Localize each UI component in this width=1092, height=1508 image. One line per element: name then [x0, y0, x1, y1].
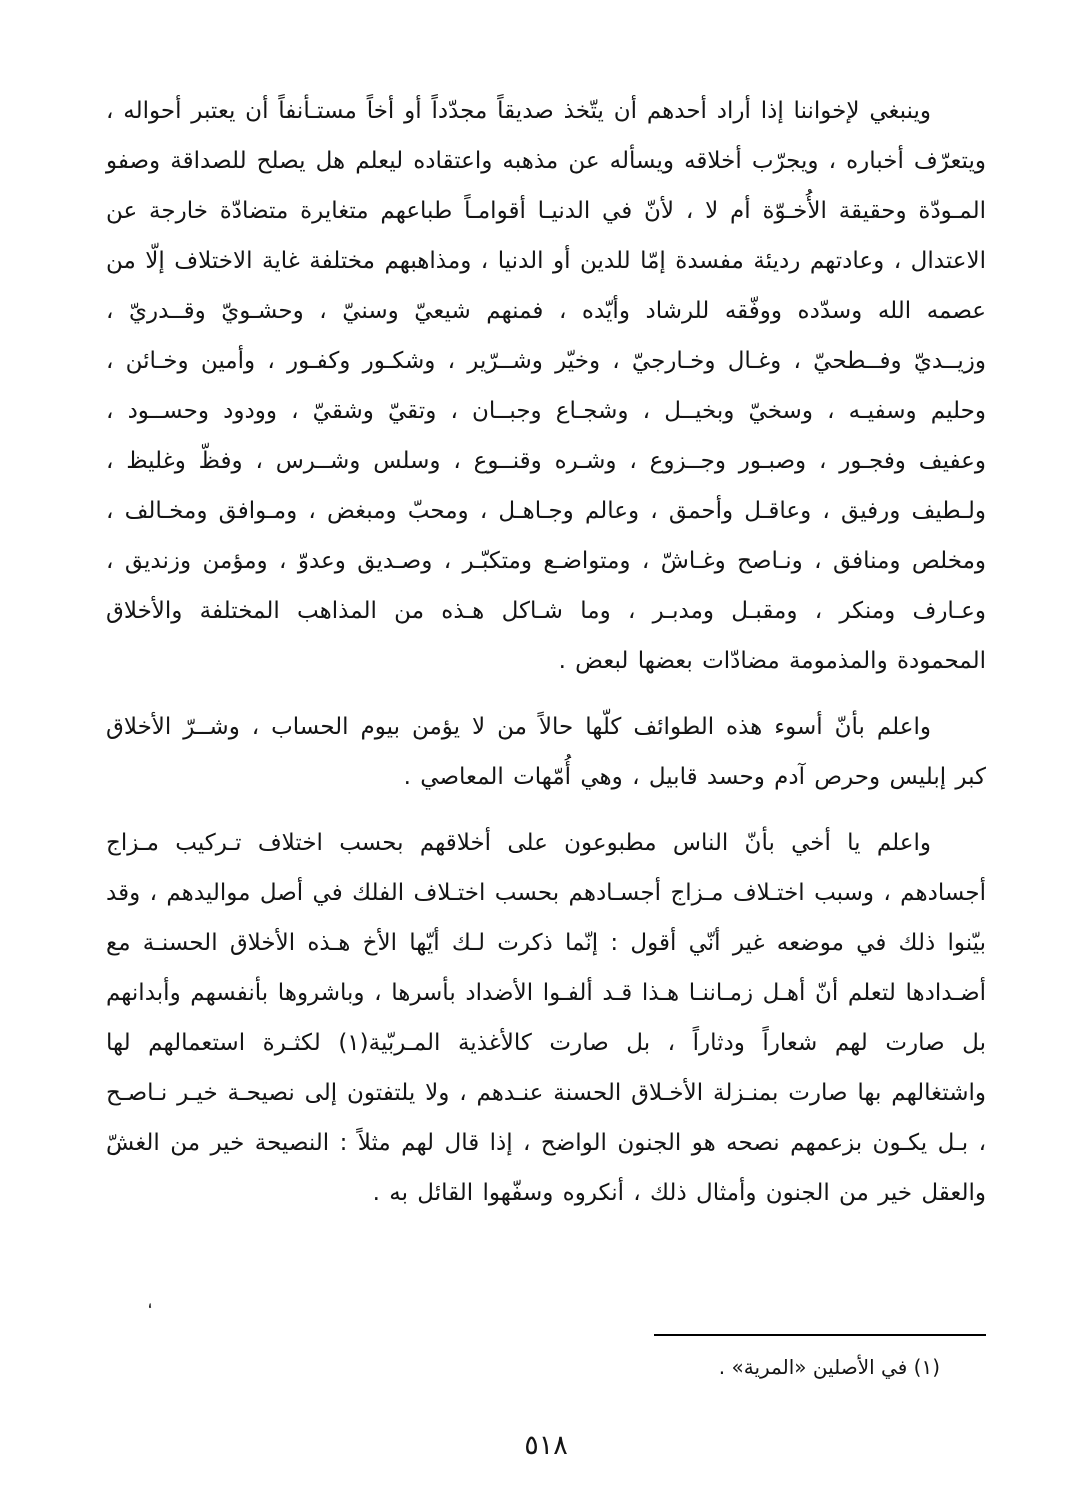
- paragraph-3: واعلم يا أخي بأنّ الناس مطبوعون على أخلاقهم بحسب اختلاف تـركيب مـزاج أجسادهم ، وسبب اختـلاف مـزاج أجسـادهم بحسب اختـلاف الفلك في أصل مواليدهم ، وقد بيّنوا ذلك في موضعه غير أنّي أقول : إنّما ذكرت لـك أيّها الأخ هـذه الأخلاق الحسنـة مع أضـدادها لتعلم أنّ أهـل زمـاننـا هـذا قـد ألفـوا الأضداد بأسرها ، وباشروها بأنفسهم وأبدانهم بل صارت لهم شعاراً ودثاراً ، بل صارت كالأغذية المـربّية(١) لكثـرة استعمالهم لها واشتغالهم بها صارت بمنـزلة الأخـلاق الحسنة عنـدهم ، ولا يلتفتون إلى نصيحـة خيـر نـاصـح ، بـل يكـون بزعمهم نصحه هو الجنون الواضح ، إذا قال لهم مثلاً : النصيحة خير من الغشّ والعقل خير من الجنون وأمثال ذلك ، أنكروه وسفّهوا القائل به .: [106, 830, 986, 1206]
- footnote-divider: [654, 1334, 986, 1382]
- paragraph-2: واعلم بأنّ أسوء هذه الطوائف كلّها حالاً من لا يؤمن بيوم الحساب ، وشــرّ الأخلاق كبر إبليس وحرص آدم وحسد قابيل ، وهي أُمّهات المعاصي .: [106, 714, 986, 790]
- paragraph-1: وينبغي لإخواننا إذا أراد أحدهم أن يتّخذ صديقاً مجدّداً أو أخاً مستـأنفاً أن يعتبر أحواله ، ويتعرّف أخباره ، ويجرّب أخلاقه ويسأله عن مذهبه واعتقاده ليعلم هل يصلح للصداقة وصفو المـودّة وحقيقة الأُخـوّة أم لا ، لأنّ في الدنيـا أقوامـاً طباعهم متغايرة متضادّة خارجة عن الاعتدال ، وعادتهم رديئة مفسدة إمّا للدين أو الدنيا ، ومذاهبهم مختلفة غاية الاختلاف إلّا من عصمه الله وسدّده ووفّقه للرشاد وأيّده ، فمنهم شيعيّ وسنيّ ، وحشـويّ وقــدريّ ، وزيــديّ وفــطحيّ ، وغـال وخـارجيّ ، وخيّر وشــرّير ، وشكـور وكفـور ، وأمين وخـائن ، وحليم وسفيـه ، وسخيّ وبخيــل ، وشجـاع وجبــان ، وتقيّ وشقيّ ، وودود وحســود ، وعفيف وفجـور ، وصبـور وجــزوع ، وشـره وقنــوع ، وسلس وشــرس ، وفظّ وغليظ ، ولـطيف ورفيق ، وعاقـل وأحمق ، وعالم وجـاهـل ، ومحبّ ومبغض ، ومـوافق ومخـالف ، ومخلص ومنافق ، ونـاصح وغـاشّ ، ومتواضـع ومتكبّـر ، وصـديق وعدوّ ، ومؤمن وزنديق ، وعـارف ومنكر ، ومقبـل ومدبـر ، وما شـاكل هـذه من المذاهب المختلفة والأخلاق المحمودة والمذمومة مضادّات بعضها لبعض .: [106, 98, 986, 674]
- footnote-text: (١) في الأصلين «المرية» .: [718, 1355, 940, 1379]
- body-text: [106, 86, 986, 1218]
- page-number: ٥١٨: [524, 1430, 568, 1461]
- margin-stray-mark: ،: [143, 1291, 155, 1314]
